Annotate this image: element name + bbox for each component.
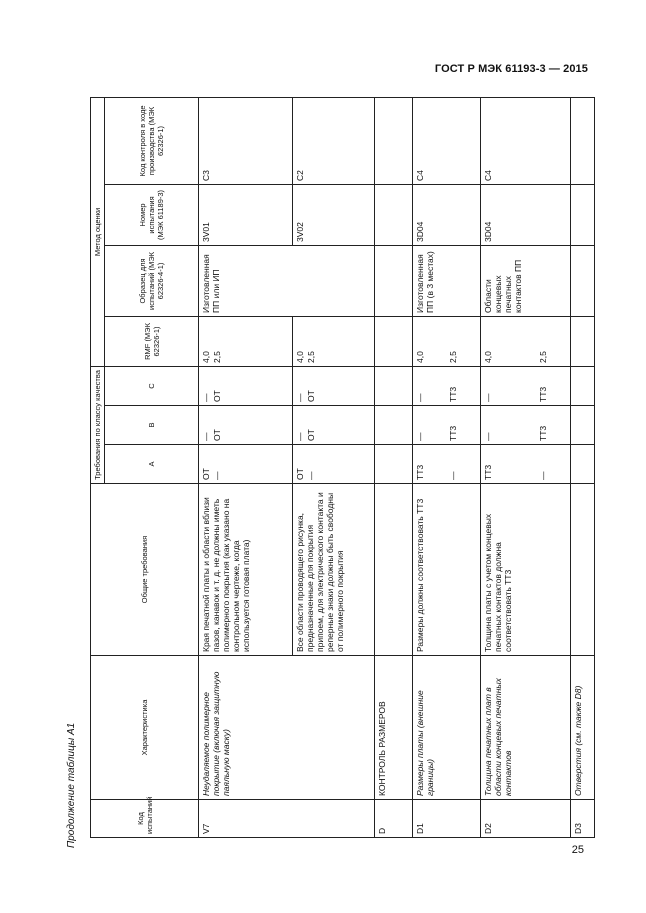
cell-control: C2 bbox=[293, 97, 375, 184]
header-class-b: B bbox=[105, 406, 199, 445]
cell-characteristic: Размеры платы (внешние границы) bbox=[413, 656, 481, 800]
class-c-line-2: ОТ bbox=[212, 390, 222, 402]
cell-class-a bbox=[293, 445, 375, 484]
cell-general: Толщина платы с учетом концевых печатных контактов должна соответствовать ТТ3 bbox=[481, 484, 571, 656]
header-class-a: A bbox=[105, 445, 199, 484]
cell-sample: Области концевых печатных контактов ПП bbox=[481, 245, 571, 316]
cell-test-no: 3V02 bbox=[293, 184, 375, 245]
cell-rmf bbox=[481, 316, 571, 366]
cell-characteristic: КОНТРОЛЬ РАЗМЕРОВ bbox=[375, 656, 413, 800]
header-test-no: Номер испытания (МЭК 61189-3) bbox=[105, 184, 199, 245]
header-row-1 bbox=[91, 97, 105, 837]
class-b-line-2: ТТ3 bbox=[448, 425, 458, 441]
cell-class-a bbox=[413, 445, 481, 484]
cell-class-a bbox=[199, 445, 293, 484]
cell-class-c bbox=[571, 366, 595, 405]
table-row bbox=[199, 97, 293, 837]
class-a-line-1: ТТ3 bbox=[415, 464, 425, 480]
cell-rmf bbox=[571, 316, 595, 366]
cell-rmf bbox=[413, 316, 481, 366]
cell-control: C4 bbox=[413, 97, 481, 184]
class-b-line-1: — bbox=[483, 432, 493, 441]
cell-class-c bbox=[199, 366, 293, 405]
cell-test-no bbox=[375, 184, 413, 245]
cell-class-a bbox=[375, 445, 413, 484]
cell-class-b bbox=[199, 406, 293, 445]
rmf-line-1: 4,0 bbox=[483, 351, 493, 363]
cell-rmf bbox=[293, 316, 375, 366]
class-b-line-1: — bbox=[415, 432, 425, 441]
cell-class-b bbox=[293, 406, 375, 445]
class-c-line-1: — bbox=[415, 393, 425, 402]
cell-code: D1 bbox=[413, 800, 481, 838]
page-number: 25 bbox=[571, 844, 584, 856]
class-c-line-2: ТТ3 bbox=[448, 386, 458, 402]
class-a-line-2: — bbox=[306, 471, 316, 480]
class-a-line-1: ТТ3 bbox=[483, 464, 493, 480]
class-a-line-2: — bbox=[212, 471, 222, 480]
cell-characteristic: Толщина печатных плат в области концевых печатных контактов bbox=[481, 656, 571, 800]
cell-rmf bbox=[199, 316, 293, 366]
class-a-line-2: — bbox=[538, 471, 548, 480]
cell-class-b bbox=[571, 406, 595, 445]
class-a-line-2: — bbox=[448, 471, 458, 480]
cell-sample bbox=[375, 245, 413, 316]
test-requirements-table bbox=[90, 97, 595, 838]
rmf-line-2: 2,5 bbox=[538, 351, 548, 363]
cell-characteristic: Неудаляемое полимерное покрытие (включая защитную паяльную маску) bbox=[199, 656, 375, 800]
header-class-c: C bbox=[105, 366, 199, 405]
cell-class-c bbox=[413, 366, 481, 405]
cell-test-no: 3V01 bbox=[199, 184, 293, 245]
class-b-line-2: ОТ bbox=[212, 429, 222, 441]
class-c-line-2: ТТ3 bbox=[538, 386, 548, 402]
rmf-line-1: 4,0 bbox=[295, 351, 305, 363]
cell-control: C4 bbox=[481, 97, 571, 184]
cell-sample bbox=[571, 245, 595, 316]
class-a-line-1: ОТ bbox=[295, 468, 305, 480]
cell-code: D3 bbox=[571, 800, 595, 838]
table-row bbox=[413, 97, 481, 837]
document-header: ГОСТ Р МЭК 61193-3 — 2015 bbox=[434, 63, 588, 75]
header-rmf: RMF (МЭК 62326-1) bbox=[105, 316, 199, 366]
rmf-line-1: 4,0 bbox=[415, 351, 425, 363]
cell-code: D bbox=[375, 800, 413, 838]
cell-control bbox=[375, 97, 413, 184]
cell-code: D2 bbox=[481, 800, 571, 838]
cell-control: C3 bbox=[199, 97, 293, 184]
cell-test-no: 3D04 bbox=[413, 184, 481, 245]
class-c-line-1: — bbox=[295, 393, 305, 402]
header-control: Код контроля в ходе производства (МЭК 62326-1) bbox=[105, 97, 199, 184]
class-b-line-2: ТТ3 bbox=[538, 425, 548, 441]
class-c-line-1: — bbox=[483, 393, 493, 402]
class-c-line-2: ОТ bbox=[306, 390, 316, 402]
cell-class-b bbox=[413, 406, 481, 445]
header-general: Общие требования bbox=[91, 484, 199, 656]
cell-class-a bbox=[481, 445, 571, 484]
table-row bbox=[571, 97, 595, 837]
cell-class-c bbox=[481, 366, 571, 405]
table-caption: Продолжение таблицы A1 bbox=[66, 722, 77, 848]
rotated-table-container bbox=[90, 98, 583, 838]
table-body bbox=[199, 97, 595, 837]
rmf-line-1: 4,0 bbox=[201, 351, 211, 363]
class-c-line-1: — bbox=[201, 393, 211, 402]
rmf-line-2: 2,5 bbox=[212, 351, 222, 363]
header-eval-group: Метод оценки bbox=[91, 97, 105, 366]
cell-class-b bbox=[481, 406, 571, 445]
cell-general bbox=[571, 484, 595, 656]
class-a-line-1: ОТ bbox=[201, 468, 211, 480]
cell-control bbox=[571, 97, 595, 184]
header-requirements-group: Требования по классу качества bbox=[91, 366, 105, 483]
cell-test-no bbox=[571, 184, 595, 245]
header-code: Код испытаний bbox=[91, 800, 199, 838]
rmf-line-2: 2,5 bbox=[448, 351, 458, 363]
class-b-line-1: — bbox=[295, 432, 305, 441]
cell-sample: Изготовленная ПП или ИП bbox=[199, 245, 375, 316]
cell-class-b bbox=[375, 406, 413, 445]
cell-class-c bbox=[293, 366, 375, 405]
cell-sample: Изготовленная ПП (в 3 местах) bbox=[413, 245, 481, 316]
cell-class-a bbox=[571, 445, 595, 484]
class-b-line-2: ОТ bbox=[306, 429, 316, 441]
cell-characteristic: Отверстия (см. также D8) bbox=[571, 656, 595, 800]
cell-code: V7 bbox=[199, 800, 375, 838]
header-characteristic: Характеристика bbox=[91, 656, 199, 800]
cell-test-no: 3D04 bbox=[481, 184, 571, 245]
cell-general: Края печатной платы и области вблизи пазов, канавок и т. д. не должны иметь полимерного покрытия (как указано на контрольном чертеже, когда используется готовая плата) bbox=[199, 484, 293, 656]
cell-general: Размеры должны соответствовать ТТ3 bbox=[413, 484, 481, 656]
cell-general bbox=[375, 484, 413, 656]
cell-class-c bbox=[375, 366, 413, 405]
table-row bbox=[481, 97, 571, 837]
table-row bbox=[375, 97, 413, 837]
cell-rmf bbox=[375, 316, 413, 366]
cell-general: Все области проводящего рисунка, предназначенные для покрытия припоем, для электрического контакта и реперные знаки должны быть свободны от полимерного покрытия bbox=[293, 484, 375, 656]
class-b-line-1: — bbox=[201, 432, 211, 441]
rmf-line-2: 2,5 bbox=[306, 351, 316, 363]
header-sample: Образец для испытаний (МЭК 62326-4-1) bbox=[105, 245, 199, 316]
